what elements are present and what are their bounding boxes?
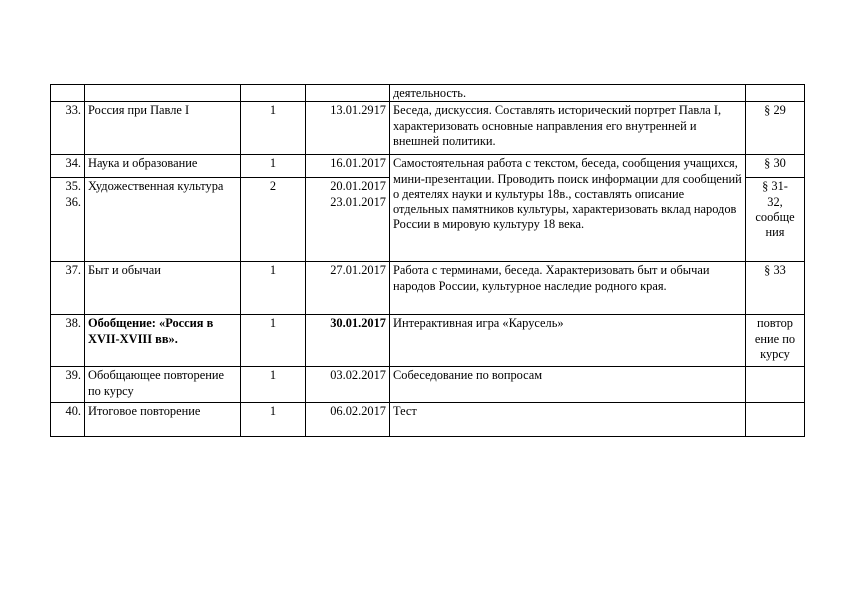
table-row [51,262,805,315]
lesson-paragraph: § 31- 32, сообще ния [746,178,805,262]
lesson-paragraph [746,85,805,102]
lesson-paragraph: § 33 [746,262,805,315]
lesson-date: 03.02.2017 [306,367,390,403]
table-row [51,85,805,102]
lesson-topic: Обобщение: «Россия в XVII-XVIII вв». [85,315,241,367]
lesson-hours: 1 [241,367,306,403]
lesson-number: 39. [51,367,85,403]
lesson-date: 06.02.2017 [306,403,390,437]
lesson-hours: 1 [241,262,306,315]
lesson-activity: Тест [390,403,746,437]
lesson-number: 35. 36. [51,178,85,262]
lesson-hours [241,85,306,102]
lesson-activity: Интерактивная игра «Карусель» [390,315,746,367]
table-row [51,102,805,155]
lesson-paragraph [746,403,805,437]
lesson-topic: Наука и образование [85,155,241,178]
lesson-hours: 1 [241,403,306,437]
lesson-date: 27.01.2017 [306,262,390,315]
lesson-date: 16.01.2017 [306,155,390,178]
lesson-topic: Быт и обычаи [85,262,241,315]
lesson-activity: Беседа, дискуссия. Составлять исторический портрет Павла I, характеризовать основные направления его внутренней и внешней политики. [390,102,746,155]
lesson-topic [85,85,241,102]
lesson-paragraph: повтор ение по курсу [746,315,805,367]
lesson-number: 38. [51,315,85,367]
table-row [51,403,805,437]
lesson-activity: Собеседование по вопросам [390,367,746,403]
lesson-paragraph: § 30 [746,155,805,178]
lesson-topic: Итоговое повторение [85,403,241,437]
lesson-activity: деятельность. [390,85,746,102]
lesson-topic: Обобщающее повторение по курсу [85,367,241,403]
lesson-activity: Самостоятельная работа с текстом, беседа, сообщения учащихся, мини-презентации. Проводить поиск информации для сообщений о деятелях науки и культуры 18в., составлять описание отдельных памятников культуры, характеризовать вклад народов России в мировую культуру 18 века. [390,155,746,262]
lesson-number: 37. [51,262,85,315]
lesson-date: 13.01.2917 [306,102,390,155]
lesson-number [51,85,85,102]
lesson-plan-body [51,85,805,437]
table-row [51,315,805,367]
lesson-hours: 1 [241,102,306,155]
lesson-number: 33. [51,102,85,155]
lesson-plan-table [50,84,805,437]
lesson-paragraph: § 29 [746,102,805,155]
lesson-topic: Россия при Павле I [85,102,241,155]
lesson-hours: 2 [241,178,306,262]
lesson-hours: 1 [241,155,306,178]
lesson-number: 40. [51,403,85,437]
lesson-hours: 1 [241,315,306,367]
table-row [51,367,805,403]
lesson-topic: Художественная культура [85,178,241,262]
lesson-paragraph [746,367,805,403]
lesson-date [306,85,390,102]
lesson-date: 30.01.2017 [306,315,390,367]
lesson-number: 34. [51,155,85,178]
lesson-date: 20.01.2017 23.01.2017 [306,178,390,262]
lesson-activity: Работа с терминами, беседа. Характеризовать быт и обычаи народов России, культурное наследие родного края. [390,262,746,315]
table-row [51,155,805,178]
